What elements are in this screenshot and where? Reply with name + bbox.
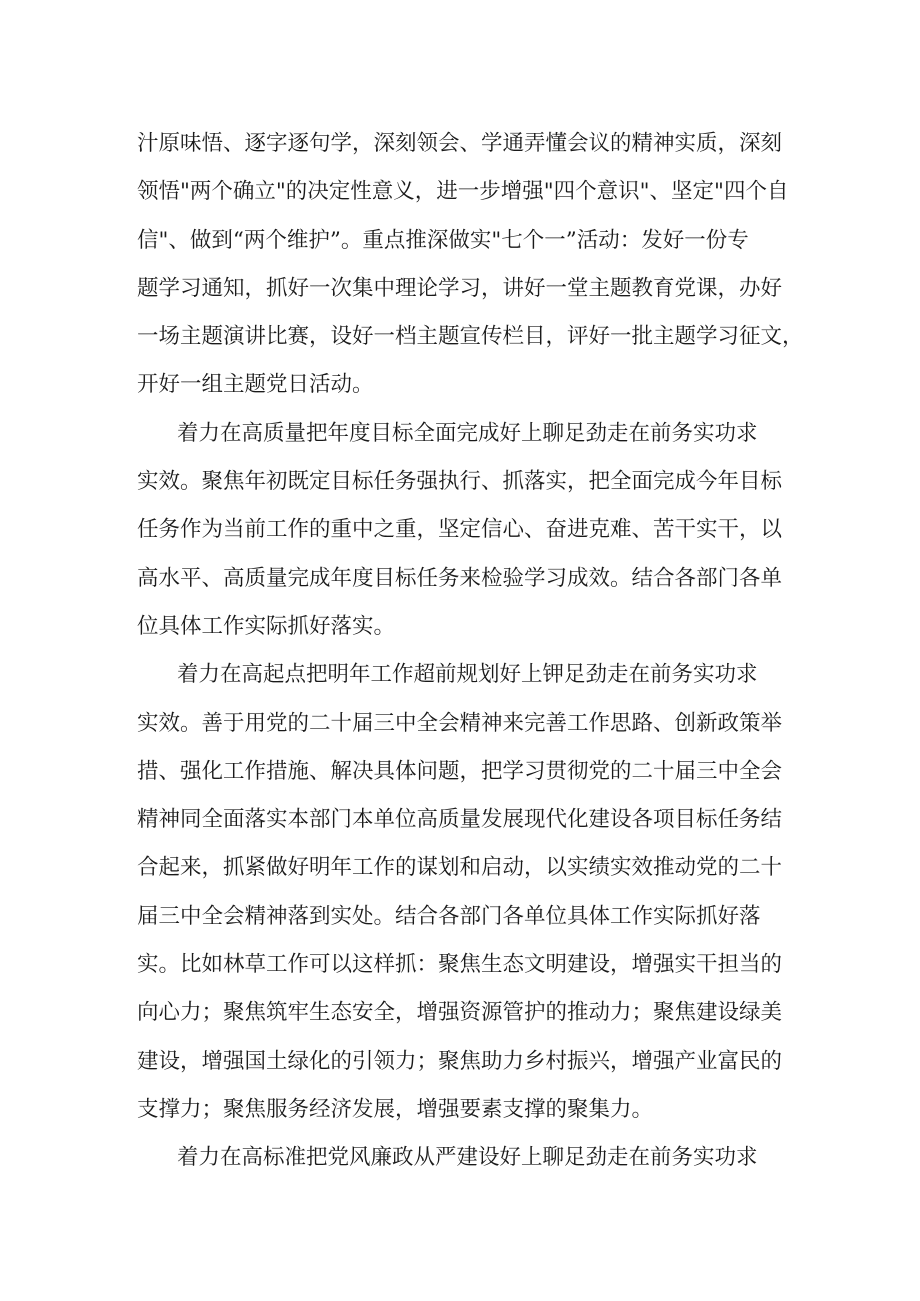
text-line: 着力在高起点把明年工作超前规划好上钾足劲走在前务实功求 — [177, 662, 758, 688]
text-line: 精神同全面落实本部门本单位高质量发展现代化建设各项目标任务结 — [137, 807, 783, 833]
text-line: 开好一组主题党日活动。 — [137, 372, 374, 398]
text-line: 措、强化工作措施、解决具体问题，把学习贯彻党的二十届三中全会 — [137, 758, 783, 784]
paragraph-4 — [137, 1134, 797, 1182]
paragraph-1 — [137, 120, 804, 410]
text-line: 高水平、高质量完成年度目标任务来检验学习成效。结合各部门各单 — [137, 565, 783, 591]
text-line: 向心力；聚焦筑牢生态安全，增强资源管护的推动力；聚焦建设绿美 — [137, 1000, 783, 1026]
text-line: 合起来，抓紧做好明年工作的谋划和启动，以实绩实效推动党的二十 — [137, 855, 783, 881]
text-line: 届三中全会精神落到实处。结合各部门各单位具体工作实际抓好落 — [137, 903, 761, 929]
text-line: 位具体工作实际抓好落实。 — [137, 613, 396, 639]
text-line: 着力在高标准把党风廉政从严建设好上聊足劲走在前务实功求 — [177, 1145, 758, 1171]
paragraph-2 — [137, 410, 797, 651]
text-line: 一场主题演讲比赛，设好一档主题宣传栏目，评好一批主题学习征文， — [137, 324, 804, 350]
text-line: 实。比如林草工作可以这样抓：聚焦生态文明建设，增强实干担当的 — [137, 952, 783, 978]
text-line: 建设，增强国土绿化的引领力；聚焦助力乡村振兴，增强产业富民的 — [137, 1048, 783, 1074]
text-line: 实效。聚焦年初既定目标任务强执行、抓落实，把全面完成今年目标 — [137, 469, 783, 495]
paragraph-3 — [137, 651, 797, 1134]
text-line: 题学习通知，抓好一次集中理论学习，讲好一堂主题教育党课，办好 — [137, 275, 783, 301]
text-line: 领悟"两个确立"的决定性意义，进一步增强"四个意识"、坚定"四个自 — [137, 179, 789, 205]
text-line: 汁原味悟、逐字逐句学，深刻领会、学通弄懂会议的精神实质，深刻 — [137, 131, 783, 156]
text-line: 着力在高质量把年度目标全面完成好上聊足劲走在前务实功求 — [177, 420, 758, 446]
body-text — [137, 120, 804, 1183]
text-line: 任务作为当前工作的重中之重，坚定信心、奋进克难、苦干实干，以 — [137, 517, 783, 543]
text-line: 支撑力；聚焦服务经济发展，增强要素支撑的聚集力。 — [137, 1096, 654, 1122]
text-line: 信"、做到“两个维护”。重点推深做实"七个一”活动：发好一份专 — [137, 227, 749, 253]
text-line: 实效。善于用党的二十届三中全会精神来完善工作思路、创新政策举 — [137, 710, 783, 736]
